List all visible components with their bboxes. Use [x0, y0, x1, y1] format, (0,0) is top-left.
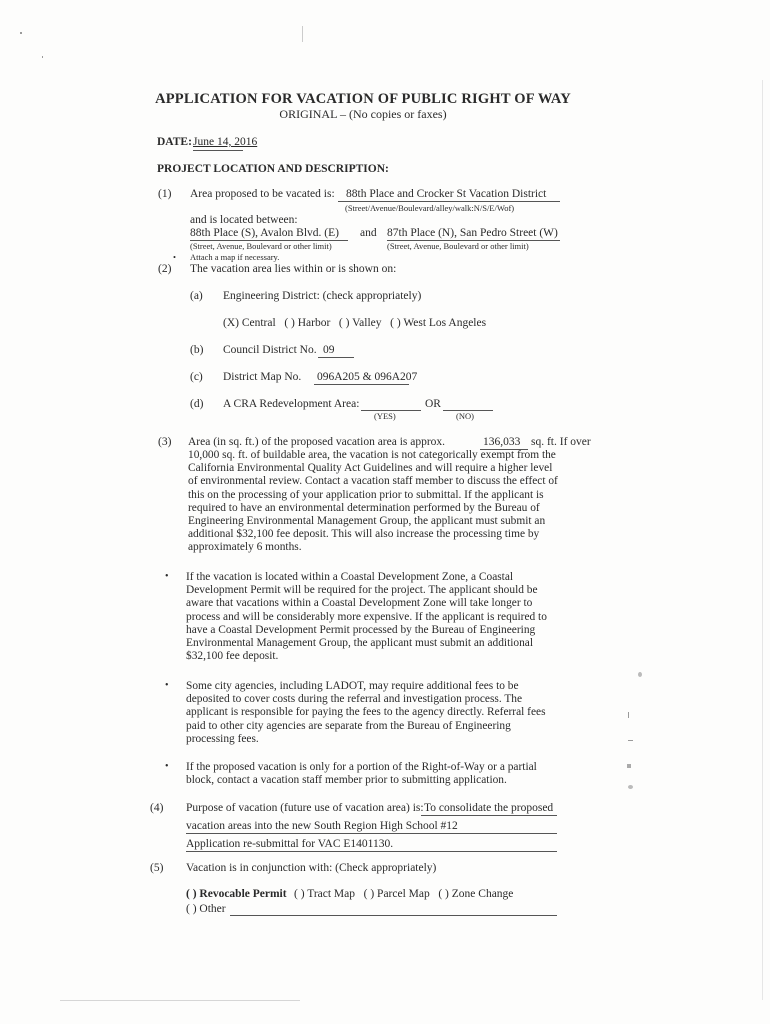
- scan-edge: [60, 1000, 300, 1001]
- area-value: 136,033: [483, 436, 521, 448]
- district-options: (X) Central ( ) Harbor ( ) Valley ( ) West Los Angeles: [223, 317, 487, 329]
- item2c-label: District Map No.: [223, 371, 302, 383]
- bullet-dot: •: [173, 252, 176, 262]
- scan-speck: [638, 672, 642, 677]
- partial-line: block, contact a vacation staff member prior to submitting application.: [186, 774, 507, 787]
- scan-speck: [628, 740, 633, 741]
- purpose-line1-rule: [421, 815, 557, 816]
- cra-or: OR: [425, 398, 441, 410]
- council-district-value: 09: [323, 344, 335, 356]
- district-map-value: 096A205 & 096A207: [317, 371, 418, 383]
- section-heading: PROJECT LOCATION AND DESCRIPTION:: [157, 163, 389, 175]
- page-subtitle: ORIGINAL – (No copies or faxes): [279, 107, 447, 121]
- item1-label: Area proposed to be vacated is:: [190, 188, 335, 200]
- fees-line: paid to other city agencies are separate from the Bureau of Engineering: [186, 719, 511, 732]
- date-value: June 14, 2016: [193, 136, 258, 148]
- cra-yes-caption: (YES): [374, 411, 396, 421]
- item3-line: of environmental review. Contact a vacation staff member to discuss the effect of: [188, 475, 558, 488]
- item1-value-caption: (Street/Avenue/Boulevard/alley/walk:N/S/E/Wof): [345, 203, 515, 213]
- purpose-line2-rule: [186, 833, 557, 834]
- bullet-dot: •: [165, 571, 169, 582]
- item1-value: 88th Place and Crocker St Vacation District: [346, 188, 547, 200]
- coastal-line: aware that vacations within a Coastal Development Zone will take longer to: [186, 597, 533, 610]
- item3-line: Engineering Environmental Management Group, the applicant must submit an: [188, 515, 546, 528]
- item5-number: (5): [150, 862, 164, 874]
- fees-line: deposited to cover costs during the referral and investigation process. The: [186, 693, 523, 706]
- item3-line: required to have an environmental determination performed by the Bureau of: [188, 501, 540, 514]
- item2-number: (2): [158, 263, 172, 275]
- bullet-dot: •: [165, 761, 169, 772]
- council-district-line: [318, 357, 354, 358]
- item2a-label: Engineering District: (check appropriately): [223, 290, 422, 302]
- fees-paragraph: [186, 680, 564, 746]
- coastal-paragraph: [186, 571, 564, 663]
- purpose-line3-rule: [186, 851, 557, 852]
- item3-line: 10,000 sq. ft. of buildable area, the vacation is not categorically exempt from the: [188, 449, 556, 461]
- item1-value-line: [338, 201, 560, 202]
- item1-street2-caption: (Street, Avenue, Boulevard or other limit): [387, 241, 529, 251]
- fees-line: processing fees.: [186, 732, 259, 745]
- scan-speck: [42, 56, 43, 58]
- item2-label: The vacation area lies within or is shown on:: [190, 263, 397, 275]
- scan-speck: [627, 764, 631, 768]
- date-label: DATE:: [157, 136, 192, 148]
- item1-and: and: [360, 227, 377, 239]
- item4-number: (4): [150, 802, 164, 814]
- item3-text-before: Area (in sq. ft.) of the proposed vacation area is approx.: [188, 436, 446, 448]
- item1-number: (1): [158, 188, 172, 200]
- item2d-number: (d): [190, 398, 204, 410]
- date-underline: [193, 150, 243, 151]
- options-other-maps: ( ) Tract Map ( ) Parcel Map ( ) Zone Change: [294, 888, 514, 900]
- option-revocable-permit: ( ) Revocable Permit: [186, 888, 287, 900]
- partial-line: If the proposed vacation is only for a portion of the Right-of-Way or a partial: [186, 761, 537, 773]
- other-line: [230, 915, 557, 916]
- district-map-line: [314, 384, 409, 385]
- page-title: APPLICATION FOR VACATION OF PUBLIC RIGHT OF WAY: [155, 91, 571, 107]
- scan-edge: [762, 80, 763, 1000]
- coastal-line: have a Coastal Development Permit processed by the Bureau of Engineering: [186, 623, 536, 636]
- bullet-dot: •: [165, 680, 169, 691]
- item3-line: additional $32,100 fee deposit. This will also increase the processing time by: [188, 528, 540, 541]
- option-other: ( ) Other: [186, 903, 226, 915]
- coastal-line: $32,100 fee deposit.: [186, 650, 279, 663]
- item1-attach-note: Attach a map if necessary.: [190, 252, 280, 262]
- item1-between-label: and is located between:: [190, 214, 298, 226]
- purpose-line2: vacation areas into the new South Region High School #12: [186, 820, 458, 832]
- partial-paragraph: [186, 761, 564, 787]
- item3-line: California Environmental Quality Act Guidelines and will require a higher level: [188, 462, 553, 475]
- item1-street1: 88th Place (S), Avalon Blvd. (E): [190, 227, 339, 239]
- item4-label: Purpose of vacation (future use of vacation area) is:: [186, 802, 424, 814]
- item3-line: this on the processing of your application prior to submittal. If the applicant is: [188, 488, 544, 501]
- fees-line: applicant is responsible for paying the fees to the agency directly. Referral fees: [186, 706, 546, 719]
- purpose-line1: To consolidate the proposed: [424, 802, 554, 814]
- item3-line: approximately 6 months.: [188, 541, 302, 554]
- item2d-label: A CRA Redevelopment Area:: [223, 398, 360, 410]
- purpose-line3: Application re-submittal for VAC E1401130.: [186, 838, 394, 850]
- item2b-number: (b): [190, 344, 204, 356]
- item3-number: (3): [158, 436, 172, 448]
- coastal-line: process and will be considerably more expensive. If the applicant is required to: [186, 610, 547, 623]
- scan-speck: [20, 32, 22, 34]
- coastal-line: Environmental Management Group, the applicant must submit an additional: [186, 637, 534, 650]
- scan-speck: [628, 785, 633, 789]
- item1-street2: 87th Place (N), San Pedro Street (W): [387, 227, 558, 239]
- coastal-line: If the vacation is located within a Coastal Development Zone, a Coastal: [186, 571, 514, 583]
- item2c-number: (c): [190, 371, 203, 383]
- item3-text-after: sq. ft. If over: [531, 436, 591, 448]
- cra-no-caption: (NO): [456, 411, 474, 421]
- item5-label: Vacation is in conjunction with: (Check appropriately): [186, 862, 437, 874]
- fees-line: Some city agencies, including LADOT, may require additional fees to be: [186, 680, 519, 692]
- coastal-line: Development Permit will be required for the project. The applicant should be: [186, 584, 538, 597]
- item2a-number: (a): [190, 290, 203, 302]
- item1-street1-caption: (Street, Avenue, Boulevard or other limit): [190, 241, 332, 251]
- item3-paragraph: [188, 449, 564, 555]
- scan-speck: [302, 26, 303, 42]
- item2b-label: Council District No.: [223, 344, 317, 356]
- scan-speck: [628, 712, 629, 718]
